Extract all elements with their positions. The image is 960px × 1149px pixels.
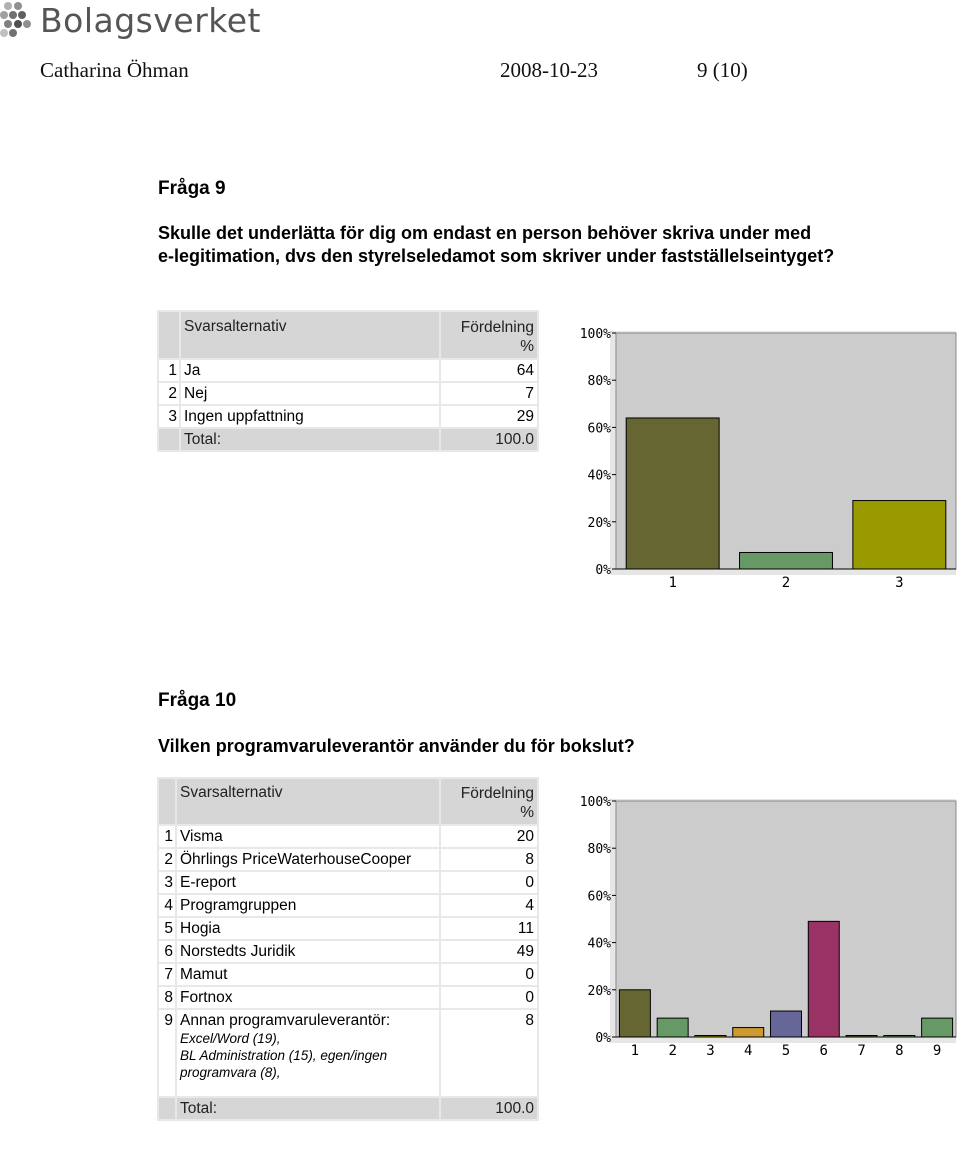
table-row: 6 Norstedts Juridik 49: [159, 941, 537, 962]
column-header-svarsalternativ: Svarsalternativ: [177, 779, 439, 824]
bar-8: [884, 1036, 915, 1038]
total-label: Total:: [177, 1098, 439, 1119]
total-value: 100.0: [441, 429, 537, 450]
question-10-text: Vilken programvaruleverantör använder du för bokslut?: [158, 736, 635, 756]
other-vendor-detail-1: Excel/Word (19),: [180, 1031, 281, 1046]
brand-name: Bolagsverket: [40, 1, 261, 40]
document-date: 2008-10-23: [500, 58, 598, 82]
table-header-row: [159, 779, 537, 824]
bar-1: [626, 418, 719, 569]
x-tick-label: 9: [932, 1043, 942, 1059]
table-total-row: [159, 1098, 537, 1119]
bar-6: [808, 921, 839, 1037]
x-tick-label: 1: [668, 575, 677, 591]
x-tick-label: 6: [819, 1043, 828, 1059]
plot-area: [616, 801, 956, 1037]
x-tick-label: 3: [895, 575, 904, 591]
bar-2: [657, 1018, 688, 1037]
other-vendor-detail-3: programvara (8),: [180, 1065, 281, 1080]
total-label: Total:: [181, 429, 439, 450]
bar-4: [733, 1028, 764, 1037]
y-tick-label: 0%: [595, 563, 611, 578]
table-row: 1 Visma 20: [159, 826, 537, 847]
x-tick-label: 2: [668, 1043, 677, 1059]
table-row: 9 Annan programvaruleverantör: Excel/Word (19), BL Administration (15), egen/ingen programvara (8), 8: [159, 1010, 537, 1096]
question-9-title: Fråga 9: [158, 178, 226, 199]
question-9-table: [157, 310, 539, 452]
bar-5: [771, 1011, 802, 1037]
y-tick-label: 60%: [587, 421, 611, 437]
bar-1: [619, 990, 650, 1037]
table-row: 5 Hogia 11: [159, 918, 537, 939]
question-10-title: Fråga 10: [158, 690, 237, 711]
y-tick-label: 100%: [579, 327, 611, 342]
table-header-row: [159, 312, 537, 358]
table-row: 3 E-report 0: [159, 872, 537, 893]
logo-dots-icon: [0, 0, 40, 44]
y-tick-label: 20%: [587, 515, 611, 531]
total-value: 100.0: [441, 1098, 537, 1119]
x-tick-label: 4: [744, 1043, 753, 1059]
question-10-table: [157, 777, 539, 1121]
y-tick-label: 80%: [587, 374, 611, 390]
table-row: 2 Nej 7: [159, 383, 537, 404]
question-9-text-line1: Skulle det underlätta för dig om endast en person behöver skriva under med: [158, 223, 812, 243]
table-row: 4 Programgruppen 4: [159, 895, 537, 916]
bar-3: [695, 1036, 726, 1038]
table-row: 1 Ja 64: [159, 360, 537, 381]
y-tick-label: 60%: [587, 889, 611, 905]
x-tick-label: 3: [706, 1043, 715, 1059]
bolagsverket-logo: [0, 0, 300, 44]
other-vendor-label: Annan programvaruleverantör:: [180, 1012, 391, 1029]
bar-2: [740, 552, 833, 569]
table-row: 3 Ingen uppfattning 29: [159, 406, 537, 427]
table-row: 2 Öhrlings PriceWaterhouseCooper 8: [159, 849, 537, 870]
y-tick-label: 100%: [579, 795, 611, 810]
page-number: 9 (10): [697, 58, 748, 82]
y-tick-label: 20%: [587, 983, 611, 999]
question-9-text-line2: e-legitimation, dvs den styrelseledamot som skriver under fastställelseintyget?: [158, 246, 835, 266]
column-header-fordelning: Fördelning %: [441, 779, 537, 824]
question-10-bar-chart: [570, 788, 960, 1063]
y-tick-label: 40%: [587, 936, 611, 952]
table-total-row: [159, 429, 537, 450]
other-vendor-detail-2: BL Administration (15), egen/ingen: [180, 1048, 388, 1063]
question-9-bar-chart: [570, 320, 960, 595]
x-tick-label: 8: [895, 1043, 904, 1059]
table-row: 8 Fortnox 0: [159, 987, 537, 1008]
bar-7: [846, 1036, 877, 1038]
y-tick-label: 0%: [595, 1031, 611, 1046]
y-tick-label: 40%: [587, 468, 611, 484]
column-header-svarsalternativ: Svarsalternativ: [181, 312, 439, 358]
bar-9: [922, 1018, 953, 1037]
y-tick-label: 80%: [587, 842, 611, 858]
column-header-fordelning: Fördelning %: [441, 312, 537, 358]
x-tick-label: 5: [781, 1043, 791, 1059]
bar-3: [853, 501, 946, 569]
author-name: Catharina Öhman: [40, 58, 189, 82]
x-tick-label: 1: [630, 1043, 640, 1059]
x-tick-label: 7: [857, 1043, 866, 1059]
table-row: 7 Mamut 0: [159, 964, 537, 985]
x-tick-label: 2: [781, 575, 791, 591]
